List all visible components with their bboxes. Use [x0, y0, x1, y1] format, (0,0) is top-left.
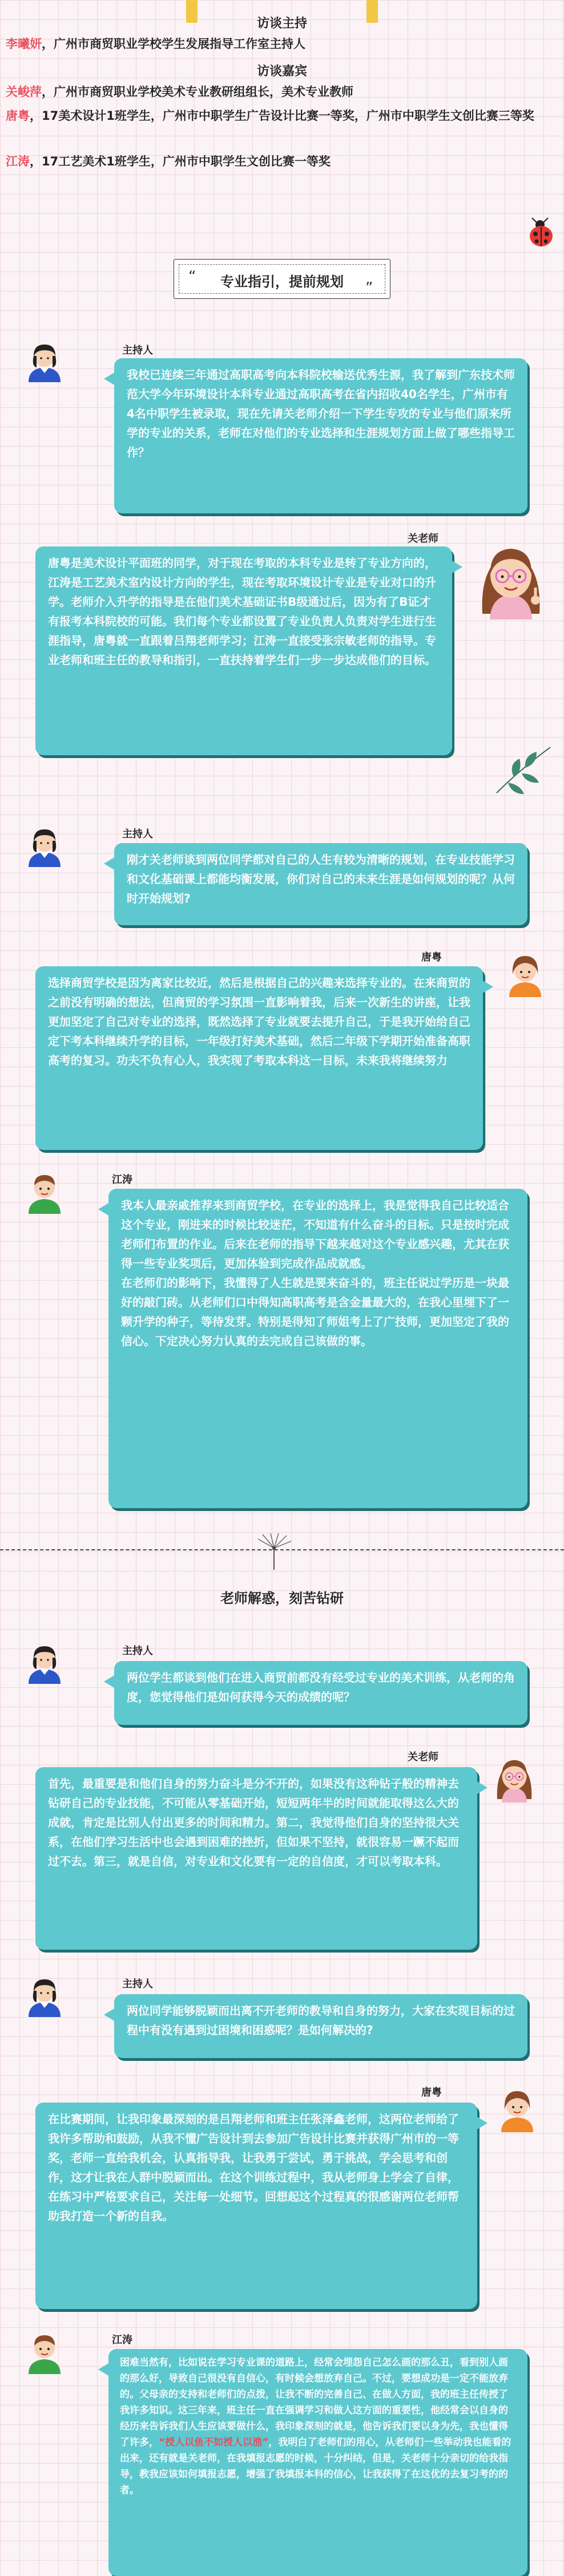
dialog-bubble: [35, 1767, 477, 1950]
leaf-icon: [491, 742, 554, 799]
speaker-name: 主持人: [122, 828, 153, 840]
teacher-avatar: [489, 1748, 540, 1803]
guest-name: 关峻萍: [6, 85, 42, 99]
dialog-bubble: [35, 546, 452, 755]
section-title: 专业指引，提前规划: [220, 274, 344, 290]
intro-block: [0, 0, 564, 217]
host-heading: 访谈主持: [256, 17, 307, 31]
dialog-bubble: [35, 966, 483, 1150]
speaker-name: 江涛: [112, 2334, 132, 2346]
student-avatar: [23, 1168, 66, 1214]
dialog-bubble: [114, 1994, 527, 2058]
dialog-text: 两位同学能够脱颖而出离不开老师的教导和自身的努力，大家在实现目标的过程中有没有遇到过困境和困惑呢？是如何解决的?: [127, 2004, 515, 2037]
speaker-name: 主持人: [122, 1645, 153, 1657]
ladybug-icon: [524, 217, 558, 249]
guest-line: [6, 151, 554, 172]
dialog-text: 唐粤是美术设计平面班的同学，对于现在考取的本科专业是转了专业方向的，江涛是工艺美术室内设计方向的学生，现在考取环境设计专业是专业对口的升学。老师介入升学的指导是在他们美术基础证书B级通过后，因为有了B证才有报考本科院校的可能。我们每个专业都设置了专业负责人负责对学生进行生涯指导，唐粤就一直跟着吕翔老师学习；江涛一直接受张宗敏老师的指导。专业老师和班主任的教导和指引，一直扶持着学生们一步一步达成他们的目标。: [48, 556, 436, 667]
dialog-bubble: [114, 1661, 527, 1725]
dialog-bubble: [114, 843, 527, 925]
guest-name: 唐粤: [6, 109, 30, 123]
host-avatar: [23, 824, 66, 867]
guest-desc: ，广州市商贸职业学校美术专业教研组组长，美术专业教师: [42, 85, 353, 99]
host-line: [6, 33, 554, 55]
dialog-text: 两位学生都谈到他们在进入商贸前都没有经受过专业的美术训练，从老师的角度，您觉得他们是如何获得今天的成绩的呢？: [127, 1671, 515, 1704]
host-name: 李曦妍: [6, 37, 42, 51]
dialog-text: 困难当然有，比如说在学习专业课的道路上，经常会埋怨自己怎么画的那么丑，看到别人画的那么好，导致自己很没有自信心，有时候会想放弃自己。不过，要想成功是一定不能放弃的。父母亲的支持和老师们的点拨，让我不断的完善自己、在做人方面，我的班主任传授了我许多知识。这三年来，班主任一直在强调学习和做人这方面的重要性，他经常会以自身的经历来告诉我们人生应该要做什么，我印象深刻的就是，他告诉我们要以身为先，我也懂得了许多，: [120, 2357, 508, 2448]
guest-desc: ，17工艺美术1班学生，广州市中职学生文创比赛一等奖: [30, 155, 331, 168]
host-desc: ，广州市商贸职业学校学生发展指导工作室主持人: [42, 37, 305, 51]
student-avatar: [494, 2084, 540, 2132]
dialog-text: 首先，最重要是和他们自身的努力奋斗是分不开的，如果没有这种钻子般的精神去钻研自己的专业技能，不可能从零基础开始，短短两年半的时间就能取得这么大的成就，肯定是比别人付出更多的时间和精力。第二，我觉得他们自身的坚持很大关系，在他们学习生活中也会遇到困难的挫折，但如果不坚持，就很容易一蹶不起而过不去。第三，就是自信，对专业和文化要有一定的自信度，才可以考取本科。: [48, 1777, 459, 1868]
dialog-bubble: [108, 1189, 527, 1508]
dialog-text: 在比赛期间，让我印象最深刻的是吕翔老师和班主任张泽鑫老师，这两位老师给了我许多帮助和鼓励，从我不懂广告设计到去参加广告设计比赛并获得广州市的一等奖，老师一直给我机会，认真指导我，让我勇于尝试，勇于挑战，学会思考和创作，这才让我在人群中脱颖而出。在这个训练过程中，我从老师身上学会了自律，在练习中严格要求自己，关注每一处细节。回想起这个过程真的很感谢两位老师帮助我打造一个新的自我。: [48, 2112, 459, 2223]
student-avatar: [23, 2328, 66, 2374]
quote-mark-icon: “: [188, 268, 196, 285]
host-avatar: [23, 1641, 66, 1684]
speaker-name: 江涛: [112, 1174, 132, 1186]
teacher-avatar: [468, 528, 554, 619]
host-avatar: [23, 339, 66, 382]
dandelion-icon: [251, 1532, 297, 1572]
guest-name: 江涛: [6, 155, 30, 168]
section-title: 老师解惑，刻苦钻研: [220, 1590, 344, 1606]
dialog-text: 刚才关老师谈到两位同学都对自己的人生有较为清晰的规划，在专业技能学习和文化基础课上都能均衡发展，你们对自己的未来生涯是如何规划的呢？从何时开始规划?: [127, 853, 515, 905]
quote-mark-icon: ”: [365, 280, 373, 297]
dialog-text: ，我明白了老师们的用心，从老师们一些举动我也能看的出来，还有就是关老师，在我填报志愿的时候，十分纠结，但是，关老师十分亲切的给我指导，教我应该如何填报志愿，增强了我填报本科的信心，让我获得了在这优的去复习考的的者。: [120, 2437, 511, 2496]
speaker-name: 关老师: [408, 1751, 438, 1763]
dialog-bubble: [114, 358, 527, 513]
highlight-quote: “授人以鱼不如授人以渔”: [159, 2437, 269, 2448]
guest-heading: 访谈嘉宾: [256, 64, 307, 79]
speaker-name: 唐粤: [421, 951, 442, 963]
dialog-bubble: [35, 2103, 477, 2309]
student-avatar: [502, 949, 548, 997]
dialog-text: 我本人最亲戚推荐来到商贸学校，在专业的选择上，我是觉得我自己比较适合这个专业，刚进来的时候比较迷茫，不知道有什么奋斗的目标。只是按时完成老师们布置的作业。后来在老师的指导下越来越对这个专业感兴趣，尤其在获得一些专业奖项后，更加体验到完成作品成就感。 在老师们的影响下，我懂得了人生就是要来奋斗的，班主任说过学历是一块最好的敲门砖。从老师们口中得知高职高考是含金量最大的，在我心里埋下了一颗升学的种子，等待发芽。特别是得知了师姐考上了广技师，更加坚定了我的信心。下定决心努力认真的去完成自己该做的事。: [121, 1198, 509, 1348]
guest-line: [6, 105, 554, 127]
speaker-name: 主持人: [122, 345, 153, 357]
dialog-bubble: [108, 2349, 527, 2576]
guest-line: [6, 81, 554, 103]
host-avatar: [23, 1974, 66, 2017]
speaker-name: 主持人: [122, 1978, 153, 1990]
dialog-text: 选择商贸学校是因为离家比较近，然后是根据自己的兴趣来选择专业的。在来商贸的之前没有明确的想法，但商贸的学习氛围一直影响着我，后来一次新生的讲座，让我更加坚定了自己对专业的选择，既然选择了专业就要去提升自己，于是我开始给自己定下考本科继续升学的目标，一年级打好美术基础，然后二年级下学期开始准备高职高考的复习。功夫不负有心人，我实现了考取本科这一目标，未来我将继续努力: [48, 976, 470, 1067]
speaker-name: 关老师: [408, 533, 438, 545]
guest-desc: ，17美术设计1班学生，广州市中职学生广告设计比赛一等奖，广州市中职学生文创比赛三等奖: [30, 109, 534, 123]
speaker-name: 唐粤: [421, 2087, 442, 2099]
dialog-text: 我校已连续三年通过高职高考向本科院校输送优秀生源，我了解到广东技术师范大学今年环境设计本科专业通过高职高考在省内招收40名学生，广州市有4名中职学生被录取，现在先请关老师介绍一下学生专攻的专业与他们原来所学的专业的关系，老师在对他们的专业选择和生涯规划方面上做了哪些指导工作？: [127, 368, 515, 459]
